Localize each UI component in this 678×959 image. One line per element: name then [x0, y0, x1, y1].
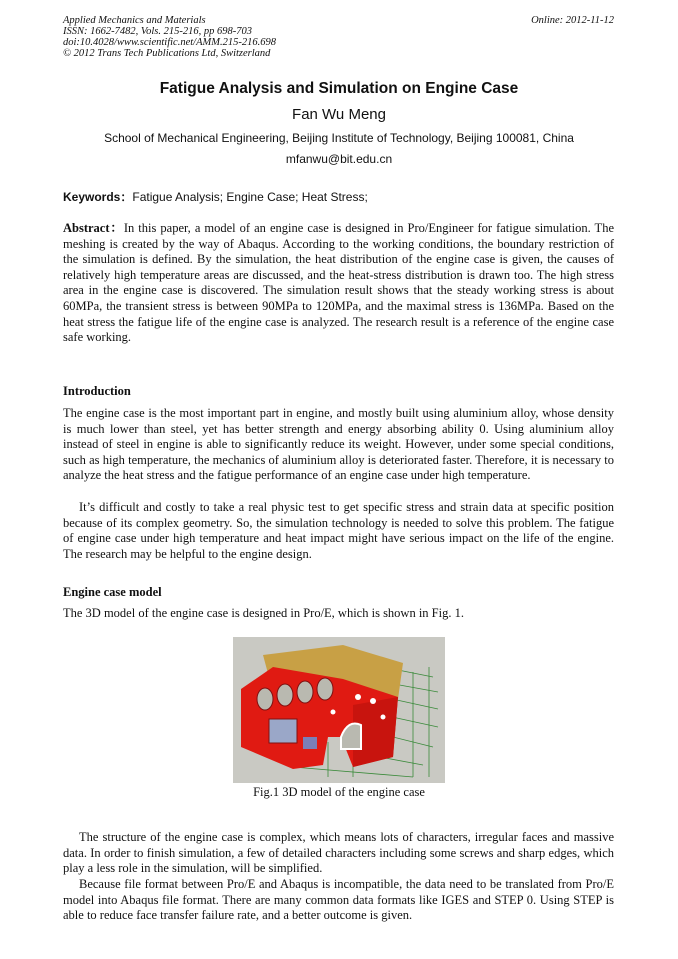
model-paragraph-1: The 3D model of the engine case is designed in Pro/E, which is shown in Fig. 1. — [63, 606, 464, 620]
journal-name: Applied Mechanics and Materials — [63, 15, 206, 26]
paper-title: Fatigue Analysis and Simulation on Engine Case — [159, 80, 519, 97]
author-name: Fan Wu Meng — [292, 106, 386, 123]
model-paragraph-3: Because file format between Pro/E and Abaqus is incompatible, the data need to be translated from Pro/E model into Abaqus file format. There are many common data formats like IGES and STEP 0. Using STEP is able to reduce face transfer failure rate, and a better outcome is given. — [63, 877, 614, 923]
keywords-text: Fatigue Analysis; Engine Case; Heat Stress; — [132, 190, 368, 204]
affiliation: School of Mechanical Engineering, Beijing Institute of Technology, Beijing 100081, China — [104, 131, 574, 145]
introduction-paragraph-2: It’s difficult and costly to take a real physic test to get specific stress and strain data at specific position because of its complex geometry. So, the simulation technology is needed to solve this problem. The fatigue of engine case under high temperature and heat impact might have serious impact on the life of the engine. The research may be helpful to the engine design. — [63, 500, 614, 561]
abstract-label: Abstract： — [63, 221, 124, 235]
engine-case-figure — [233, 637, 445, 783]
engine-case-model-image — [233, 637, 445, 783]
journal-header — [63, 15, 276, 59]
model-heading: Engine case model — [63, 585, 162, 599]
introduction-paragraph-1: The engine case is the most important part in engine, and mostly built using aluminium alloy, whose density is much lower than steel, yet has better strength and energy absorbing ability 0. Using aluminium alloy instead of steel in engine is able to significantly reduce its weight. However, under some special conditions, such as high temperature, the mechanics of aluminium alloy is deteriorated faster. Therefore, it is necessary to analyze the heat stress and the fatigue performance of an engine case under high temperature. — [63, 406, 614, 483]
introduction-heading: Introduction — [63, 384, 131, 398]
issn-line: ISSN: 1662-7482, Vols. 215-216, pp 698-703 — [63, 26, 252, 37]
figure-caption: Fig.1 3D model of the engine case — [253, 785, 425, 799]
keywords — [63, 188, 368, 205]
copyright-line: © 2012 Trans Tech Publications Ltd, Switzerland — [63, 48, 271, 59]
model-paragraph-2: The structure of the engine case is complex, which means lots of characters, irregular faces and massive data. In order to finish simulation, a few of detailed characters including some screws and sharp edges, which play a less role in the simulation, will be simplified. — [63, 830, 614, 876]
abstract-text: In this paper, a model of an engine case is designed in Pro/Engineer for fatigue simulation. The meshing is created by the way of Abaqus. According to the working conditions, the boundary restriction of the simulation is defined. By the simulation, the heat distribution of the engine case is given, the causes of relatively high temperature areas are discussed, and the heat-stress distribution is drawn too. The high stress area in the engine case is discovered. The simulation result shows that the steady working stress is about 60MPa, the transient stress is between 90MPa to 120MPa, and the maximal stress is 136MPa. Based on the heat stress the fatigue life of the engine case is analyzed. The research result is a reference of the engine case safe working. — [63, 221, 614, 345]
keywords-label: Keywords： — [63, 190, 133, 204]
doi-line: doi:10.4028/www.scientific.net/AMM.215-216.698 — [63, 37, 276, 48]
online-date: Online: 2012-11-12 — [531, 15, 614, 26]
abstract — [63, 221, 614, 346]
author-email[interactable]: mfanwu@bit.edu.cn — [285, 152, 393, 166]
